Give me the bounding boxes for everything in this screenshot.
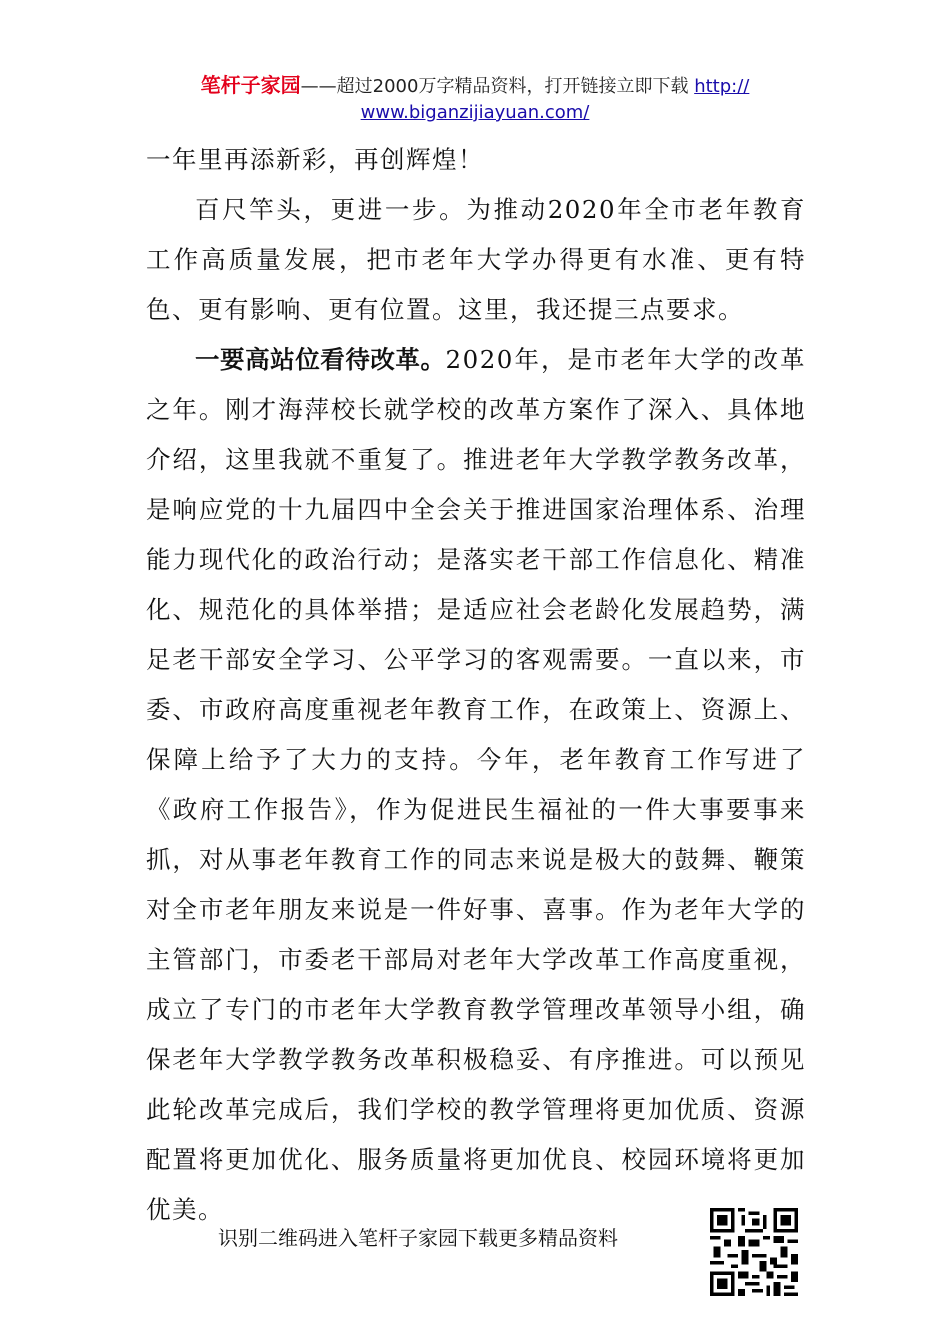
page-header: [0, 72, 950, 126]
paragraph-reform: [146, 335, 806, 1235]
document-body: [146, 135, 806, 1235]
brand-name: 笔杆子家园: [200, 73, 301, 97]
header-tagline: ——超过2000万字精品资料，打开链接立即下载: [300, 76, 689, 97]
paragraph-continuation: 一年里再添新彩，再创辉煌！: [146, 145, 484, 174]
footer-caption: 识别二维码进入笔杆子家园下载更多精品资料: [218, 1226, 618, 1250]
website-link-part2[interactable]: www.biganzijiayuan.com/: [360, 102, 590, 123]
paragraph-intro: 百尺竿头，更进一步。为推动2020年全市老年教育工作高质量发展，把市老年大学办得更有水准、更有特色、更有影响、更有位置。这里，我还提三点要求。: [146, 195, 806, 324]
website-link-part1[interactable]: http://: [694, 76, 750, 97]
paragraph-reform-text: 2020年，是市老年大学的改革之年。刚才海萍校长就学校的改革方案作了深入、具体地介绍，这里我就不重复了。推进老年大学教学教务改革，是响应党的十九届四中全会关于推进国家治理体系、治理能力现代化的政治行动；是落实老干部工作信息化、精准化、规范化的具体举措；是适应社会老龄化发展趋势，满足老干部安全学习、公平学习的客观需要。一直以来，市委、市政府高度重视老年教育工作，在政策上、资源上、保障上给予了大力的支持。今年，老年教育工作写进了《政府工作报告》，作为促进民生福祉的一件大事要事来抓，对从事老年教育工作的同志来说是极大的鼓舞、鞭策对全市老年朋友来说是一件好事、喜事。作为老年大学的主管部门，市委老干部局对老年大学改革工作高度重视，成立了专门的市老年大学教育教学管理改革领导小组，确保老年大学教学教务改革积极稳妥、有序推进。可以预见此轮改革完成后，我们学校的教学管理将更加优质、资源配置将更加优化、服务质量将更加优良、校园环境将更加优美。: [146, 345, 806, 1224]
qr-code-icon[interactable]: [710, 1208, 798, 1296]
section-heading: 一要高站位看待改革。: [195, 345, 446, 374]
